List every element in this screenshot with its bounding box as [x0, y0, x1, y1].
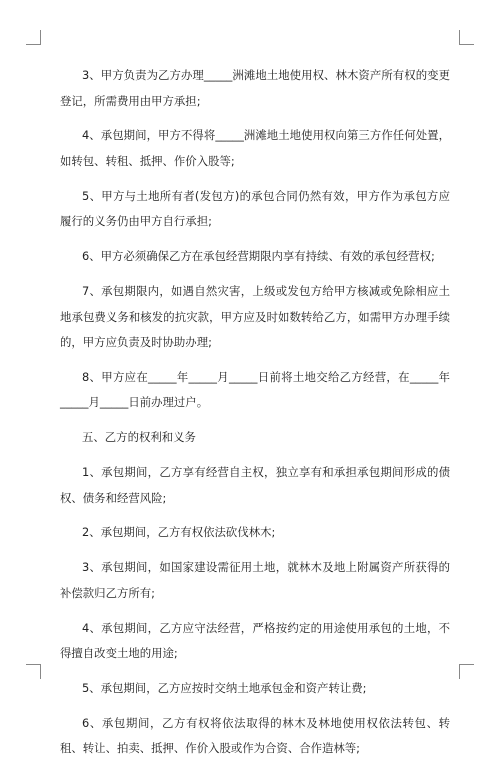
page-corner-mark-bottom-right [459, 664, 474, 679]
paragraph-clause-b2: 2、承包期间，乙方有权依法砍伐林木; [82, 525, 276, 540]
paragraph-clause-a7: 7、承包期限内，如遇自然灾害，上级或发包方给甲方核减或免除相应土地承包费义务和核发的抗灾款，甲方应及时如数转给乙方，如需甲方办理手续的，甲方应负责及时协助办理; [60, 283, 450, 350]
paragraph-clause-a5: 5、甲方与土地所有者(发包方)的承包合同仍然有效，甲方作为承包方应履行的义务仍由甲方自行承担; [60, 188, 450, 229]
paragraph-clause-b6: 6、承包期间，乙方有权将依法取得的林木及林地使用权依法转包、转租、转让、拍卖、抵押、作价入股或作为合资、合作造林等; [60, 715, 450, 756]
document-body [60, 63, 450, 771]
paragraph-clause-b4: 4、承包期间，乙方应守法经营，严格按约定的用途使用承包的土地，不得擅自改变土地的用途; [60, 620, 450, 661]
paragraph-clause-b5: 5、承包期间，乙方应按时交纳土地承包金和资产转让费; [82, 680, 367, 695]
page-corner-mark-top-right [459, 30, 474, 45]
paragraph-clause-a6: 6、甲方必须确保乙方在承包经营期限内享有持续、有效的承包经营权; [82, 249, 435, 264]
section-heading-party-b: 五、乙方的权利和义务 [82, 430, 196, 445]
paragraph-clause-a4: 4、承包期间，甲方不得将_____洲滩地土地使用权向第三方作任何处置，如转包、转租、抵押、作价入股等; [60, 128, 450, 168]
page-corner-mark-bottom-left [26, 664, 41, 679]
paragraph-clause-b1: 1、承包期间，乙方享有经营自主权，独立享有和承担承包期间形成的债权、债务和经营风险; [60, 465, 450, 505]
paragraph-clause-a8: 8、甲方应在_____年_____月_____日前将土地交给乙方经营，在_____年_____月_____日前办理过户。 [60, 369, 450, 410]
paragraph-clause-a3: 3、甲方负责为乙方办理_____洲滩地土地使用权、林木资产所有权的变更登记，所需费用由甲方承担; [60, 68, 450, 108]
page-corner-mark-top-left [26, 30, 41, 45]
paragraph-clause-b3: 3、承包期间，如国家建设需征用土地，就林木及地上附属资产所获得的补偿款归乙方所有; [60, 560, 450, 600]
